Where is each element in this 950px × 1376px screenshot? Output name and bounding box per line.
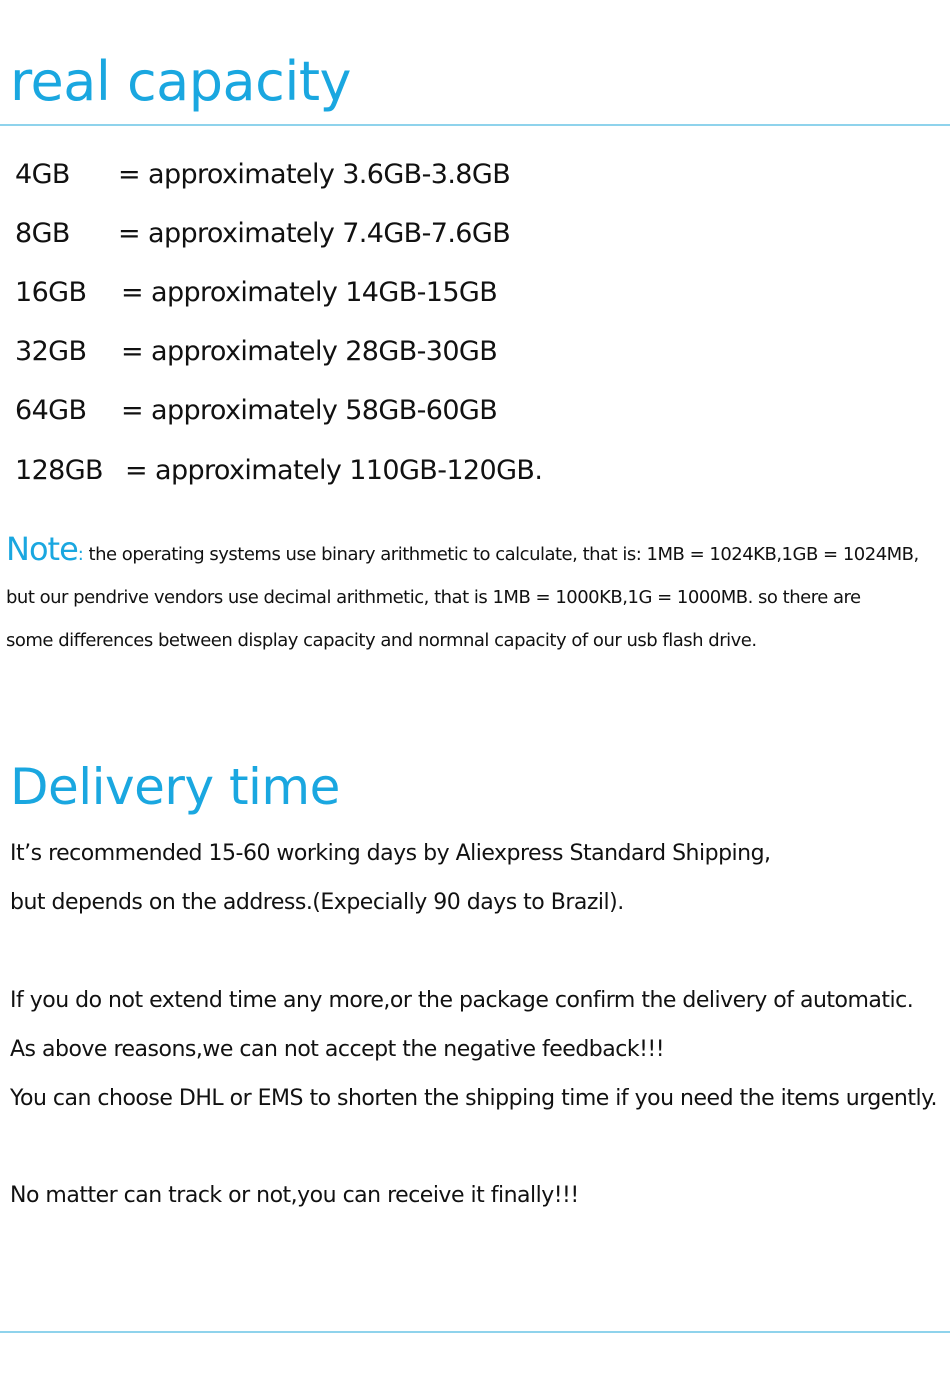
capacity-value: = approximately 14GB-15GB bbox=[121, 277, 498, 308]
note-label: Note bbox=[6, 530, 78, 568]
capacity-size: 64GB bbox=[15, 395, 87, 426]
capacity-size: 8GB bbox=[15, 218, 70, 249]
delivery-line: As above reasons,we can not accept the negative feedback!!! bbox=[10, 1037, 665, 1062]
note-colon: : bbox=[77, 544, 84, 565]
delivery-line: It’s recommended 15-60 working days by Aliexpress Standard Shipping, bbox=[10, 841, 771, 866]
capacity-row-128gb bbox=[15, 451, 542, 491]
capacity-row-32gb bbox=[15, 332, 497, 372]
capacity-value: = approximately 58GB-60GB bbox=[121, 395, 498, 426]
capacity-value: = approximately 110GB-120GB. bbox=[125, 455, 543, 486]
note-line-1 bbox=[6, 530, 919, 568]
capacity-size: 4GB bbox=[15, 159, 70, 190]
delivery-line: You can choose DHL or EMS to shorten the shipping time if you need the items urgently. bbox=[10, 1086, 937, 1111]
note-text: some differences between display capacity and normnal capacity of our usb flash drive. bbox=[6, 630, 757, 651]
note-line-3 bbox=[6, 626, 757, 656]
capacity-value: = approximately 3.6GB-3.8GB bbox=[118, 159, 511, 190]
real-capacity-heading: real capacity bbox=[10, 50, 351, 113]
delivery-time-heading: Delivery time bbox=[10, 758, 340, 816]
top-divider bbox=[0, 124, 950, 126]
note-text: but our pendrive vendors use decimal arithmetic, that is 1MB = 1000KB,1G = 1000MB. so there are bbox=[6, 587, 861, 608]
capacity-row-4gb bbox=[15, 155, 510, 195]
capacity-size: 32GB bbox=[15, 336, 87, 367]
capacity-size: 16GB bbox=[15, 277, 87, 308]
capacity-value: = approximately 7.4GB-7.6GB bbox=[118, 218, 511, 249]
capacity-row-8gb bbox=[15, 214, 510, 254]
delivery-line: No matter can track or not,you can receive it finally!!! bbox=[10, 1183, 579, 1208]
delivery-line: but depends on the address.(Expecially 90 days to Brazil). bbox=[10, 890, 624, 915]
note-text: the operating systems use binary arithmetic to calculate, that is: 1MB = 1024KB,1GB = 1024MB, bbox=[83, 544, 919, 565]
delivery-line: If you do not extend time any more,or the package confirm the delivery of automatic. bbox=[10, 988, 914, 1013]
note-line-2 bbox=[6, 583, 861, 613]
bottom-divider bbox=[0, 1331, 950, 1333]
capacity-size: 128GB bbox=[15, 455, 103, 486]
capacity-row-64gb bbox=[15, 391, 497, 431]
capacity-row-16gb bbox=[15, 273, 497, 313]
capacity-value: = approximately 28GB-30GB bbox=[121, 336, 498, 367]
